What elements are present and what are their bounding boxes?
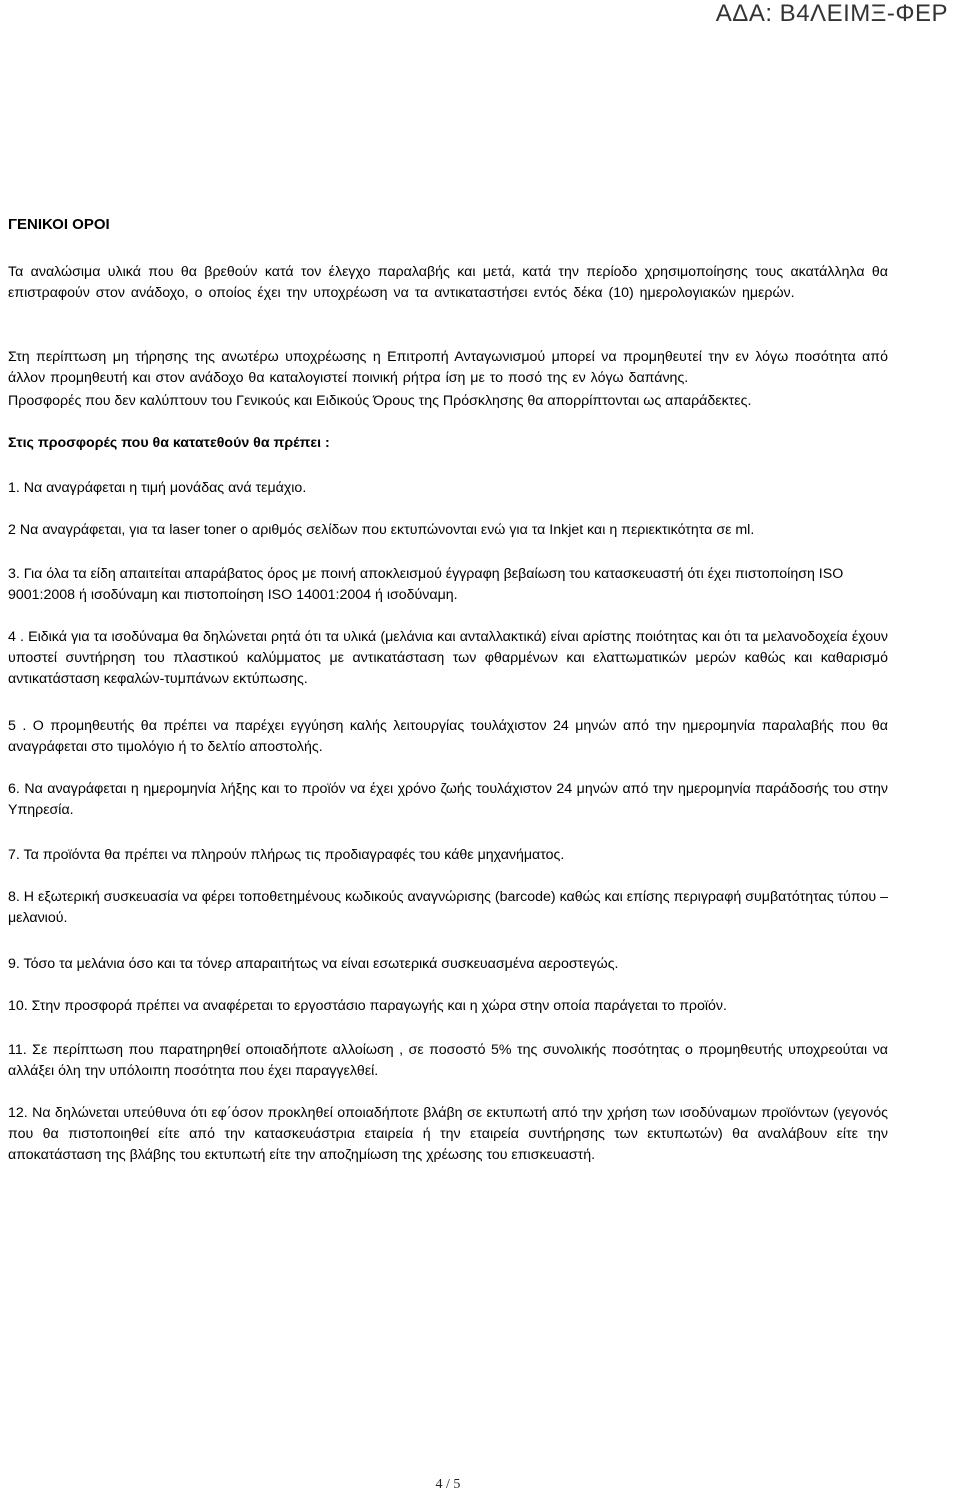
list-item: 12. Να δηλώνεται υπεύθυνα ότι εφ΄όσον προκληθεί οποιαδήποτε βλάβη σε εκτυπωτή από την χρήση των ισοδύναμων προϊόντων (γεγονός που θα πιστοποιηθεί είτε από την κατασκευάστρια εταιρεία ή την εταιρεία συντήρησης των εκτυπωτών) θα αναλάβουν είτε την αποκατάσταση της βλάβης του εκτυπωτή είτε την αποζημίωση της χρέωσης του επισκευαστή. bbox=[8, 1105, 888, 1163]
list-item: 2 Να αναγράφεται, για τα laser toner ο αριθμός σελίδων που εκτυπώνονται ενώ για τα Inkjet και η περιεκτικότητα σε ml. bbox=[8, 522, 755, 538]
list-item: 3. Για όλα τα είδη απαιτείται απαράβατος όρος με ποινή αποκλεισμού έγγραφη βεβαίωση του κατασκευαστή ότι έχει πιστοποίηση ISO 9001:2008 ή ισοδύναμη και πιστοποίηση ISO 14001:2004 ή ισοδύναμη. bbox=[8, 566, 844, 603]
list-item: 8. Η εξωτερική συσκευασία να φέρει τοποθετημένους κωδικούς αναγνώρισης (barcode) καθώς και επίσης περιγραφή συμβατότητας τύπου – μελανιού. bbox=[8, 889, 888, 926]
list-item: 6. Να αναγράφεται η ημερομηνία λήξης και το προϊόν να έχει χρόνο ζωής τουλάχιστον 24 μηνών από την ημερομηνία παράδοσής του στην Υπηρεσία. bbox=[8, 781, 888, 818]
list-item: 4 . Ειδικά για τα ισοδύναμα θα δηλώνεται ρητά ότι τα υλικά (μελάνια και ανταλλακτικά) είναι αρίστης ποιότητας και ότι τα μελανοδοχεία έχουν υποστεί συντήρηση του πλαστικού καλύμματος με αντικατάσταση των φθαρμένων και ελαττωματικών μερών καθώς και καθαρισμό αντικατάσταση κεφαλών-τυμπάνων εκτύπωσης. bbox=[8, 629, 888, 687]
list-item: 7. Τα προϊόντα θα πρέπει να πληρούν πλήρως τις προδιαγραφές του κάθε μηχανήματος. bbox=[8, 847, 565, 863]
list-item: 10. Στην προσφορά πρέπει να αναφέρεται το εργοστάσιο παραγωγής και η χώρα στην οποία παράγεται το προϊόν. bbox=[8, 998, 727, 1014]
paragraph-penalty: Στη περίπτωση μη τήρησης της ανωτέρω υποχρέωσης η Επιτροπή Ανταγωνισμού μπορεί να προμηθευτεί την εν λόγω ποσότητα από άλλον προμηθευτή και στον ανάδοχο θα καταλογιστεί ποινική ρήτρα ίση με το ποσό της εν λόγω δαπάνης. bbox=[8, 349, 888, 386]
list-item: 11. Σε περίπτωση που παρατηρηθεί οποιαδήποτε αλλοίωση , σε ποσοστό 5% της συνολικής ποσότητας ο προμηθευτής υποχρεούται να αλλάξει όλη την υπόλοιπη ποσότητα που έχει παραγγελθεί. bbox=[8, 1042, 888, 1079]
paragraph-returns: Τα αναλώσιμα υλικά που θα βρεθούν κατά τον έλεγχο παραλαβής και μετά, κατά την περίοδο χρησιμοποίησης τους ακατάλληλα θα επιστραφούν στον ανάδοχο, ο οποίος έχει την υποχρέωση να τα αντικαταστήσει εντός δέκα (10) ημερολογιακών ημερών. bbox=[8, 264, 888, 301]
paragraph-rejection: Προσφορές που δεν καλύπτουν του Γενικούς και Ειδικούς Όρους της Πρόσκλησης θα απορρίπτονται ως απαράδεκτες. bbox=[8, 393, 752, 409]
list-item: 5 . Ο προμηθευτής θα πρέπει να παρέχει εγγύηση καλής λειτουργίας τουλάχιστον 24 μηνών από την ημερομηνία παραλαβής που θα αναγράφεται στο τιμολόγιο ή το δελτίο αποστολής. bbox=[8, 718, 888, 755]
section-title: ΓΕΝΙΚΟΙ ΟΡΟΙ bbox=[8, 216, 110, 233]
page-number: 4 / 5 bbox=[435, 1477, 461, 1492]
list-item: 9. Τόσο τα μελάνια όσο και τα τόνερ απαραιτήτως να είναι εσωτερικά συσκευασμένα αεροστεγώς. bbox=[8, 956, 619, 972]
list-item: 1. Να αναγράφεται η τιμή μονάδας ανά τεμάχιο. bbox=[8, 480, 307, 496]
paragraph-requirements-intro: Στις προσφορές που θα κατατεθούν θα πρέπει : bbox=[8, 435, 330, 451]
ada-code: ΑΔΑ: Β4ΛΕΙΜΞ-ΦΕΡ bbox=[715, 0, 948, 27]
